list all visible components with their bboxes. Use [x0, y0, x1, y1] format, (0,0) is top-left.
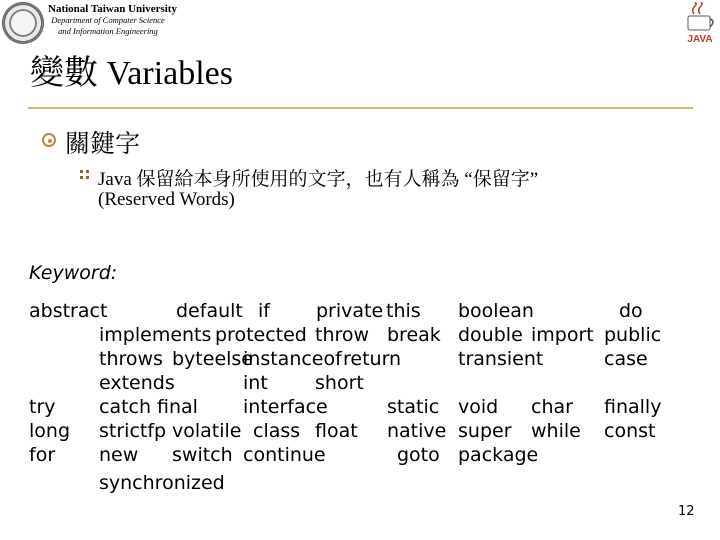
keyword: do — [619, 300, 643, 322]
keyword: short — [315, 372, 364, 394]
department-name — [50, 15, 166, 37]
department-line-2: and Information Engineering — [58, 26, 158, 36]
keyword: return — [343, 348, 402, 370]
keyword: try — [29, 396, 56, 418]
keyword: super — [458, 420, 512, 442]
keyword: synchronized — [99, 472, 225, 494]
keyword: default — [176, 300, 243, 322]
keyword: byteelse — [172, 348, 254, 370]
keyword: switch — [172, 444, 233, 466]
keyword: public — [604, 324, 662, 346]
keyword: throws — [99, 348, 163, 370]
round-bullet-icon — [42, 133, 56, 147]
keyword: if — [258, 300, 270, 322]
keyword: private — [316, 300, 384, 322]
keyword: for — [29, 444, 56, 466]
keyword: const — [604, 420, 656, 442]
keyword: break — [387, 324, 441, 346]
slide-title: 變數 Variables — [30, 55, 234, 92]
keyword: boolean — [458, 300, 534, 322]
keyword: throw — [315, 324, 370, 346]
keyword-label: Keyword: — [29, 262, 118, 284]
keyword: transient — [458, 348, 544, 370]
keyword: int — [243, 372, 268, 394]
keyword: class — [253, 420, 301, 442]
keyword: long — [29, 420, 71, 442]
keyword: new — [99, 444, 139, 466]
keyword: extends — [99, 372, 175, 394]
keyword: void — [458, 396, 499, 418]
java-logo-text: JAVA — [687, 34, 713, 44]
keyword: native — [387, 420, 447, 442]
keyword: case — [604, 348, 648, 370]
keyword: final — [157, 396, 198, 418]
keyword: goto — [397, 444, 440, 466]
university-name: National Taiwan University — [48, 3, 177, 15]
page-number: 12 — [678, 504, 695, 519]
keyword: float — [315, 420, 358, 442]
keyword: this — [386, 300, 421, 322]
keyword: strictfp — [99, 420, 167, 442]
keyword: implements — [99, 324, 212, 346]
keyword: instanceof — [243, 348, 342, 370]
university-seal-logo — [2, 2, 44, 44]
keyword: finally — [604, 396, 662, 418]
keyword: interface — [243, 396, 328, 418]
keyword: double — [458, 324, 523, 346]
keyword: static — [387, 396, 440, 418]
sub-bullet-line-2: (Reserved Words) — [98, 189, 235, 210]
sub-bullet-line-1: Java 保留給本身所使用的文字，也有人稱為 “保留字” — [98, 169, 539, 190]
keyword: char — [531, 396, 573, 418]
keyword: while — [531, 420, 581, 442]
department-line-1: Department of Computer Science — [51, 15, 165, 25]
title-divider — [28, 107, 693, 109]
square-bullet-icon — [80, 170, 89, 179]
keyword: volatile — [172, 420, 242, 442]
java-logo-icon — [680, 2, 720, 44]
keyword: abstract — [29, 300, 108, 322]
bullet-heading: 關鍵字 — [65, 131, 141, 158]
keyword: import — [531, 324, 594, 346]
keyword: package — [458, 444, 539, 466]
keyword: protected — [215, 324, 307, 346]
keyword: continue — [243, 444, 326, 466]
keyword: catch — [99, 396, 152, 418]
